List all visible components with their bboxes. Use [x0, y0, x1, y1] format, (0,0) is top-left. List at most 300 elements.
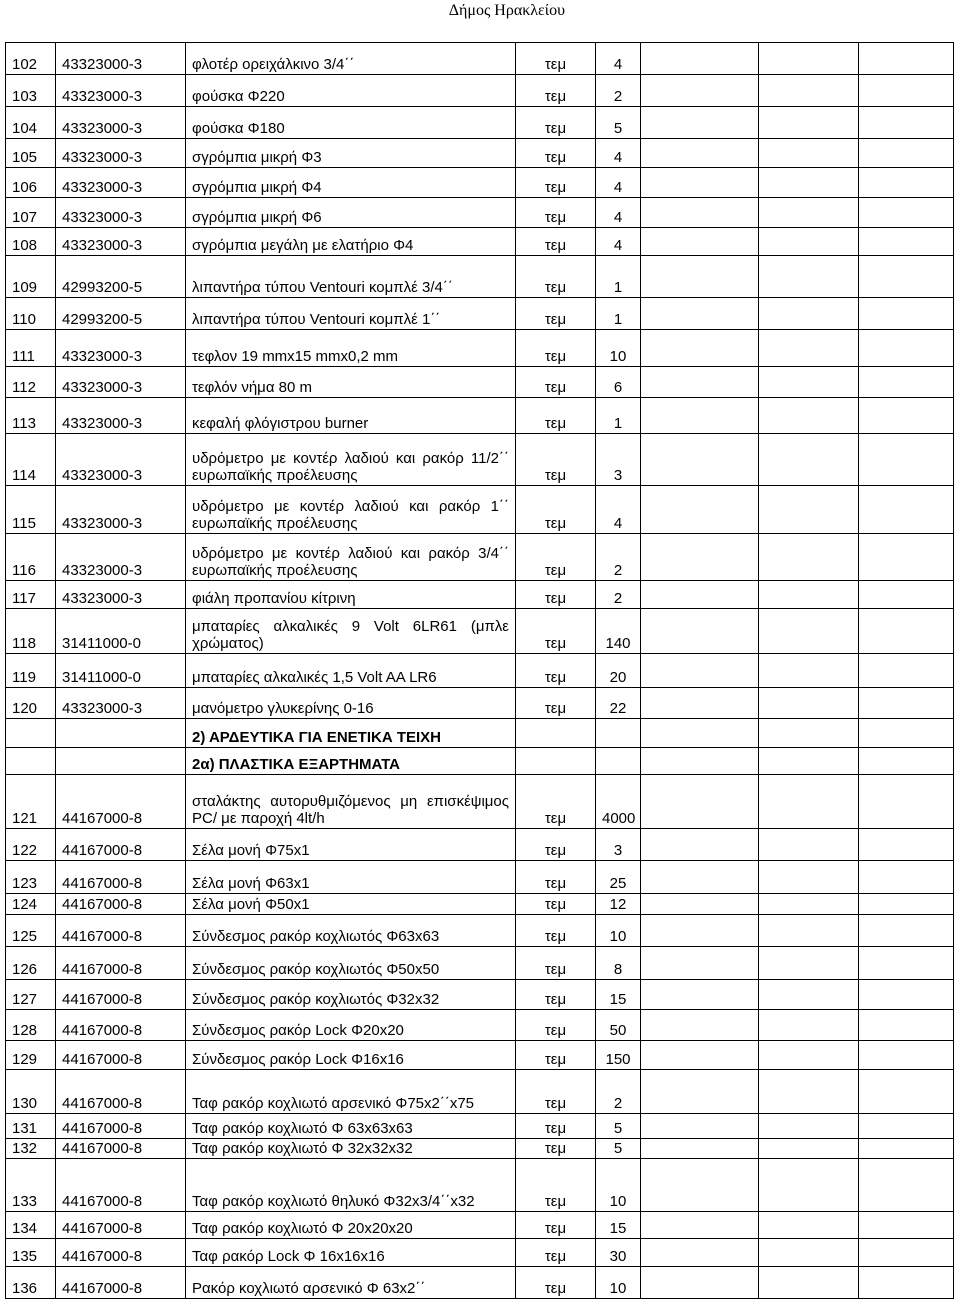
cpv-code-cell: 43323000-3	[56, 168, 186, 198]
remarks-cell	[859, 75, 954, 107]
table-row	[6, 75, 954, 107]
quantity-cell: 4	[596, 198, 641, 228]
quantity-cell: 4	[596, 228, 641, 256]
item-number-cell: 136	[6, 1267, 56, 1299]
unit-price-cell	[641, 298, 759, 330]
description-cell: Σέλα μονή Φ50x1	[186, 894, 516, 915]
section-heading: 2α) ΠΛΑΣΤΙΚΑ ΕΞΑΡΤΗΜΑΤΑ	[186, 748, 516, 775]
unit-price-cell	[641, 947, 759, 980]
unit-cell: τεμ	[516, 1041, 596, 1070]
quantity-cell: 10	[596, 1159, 641, 1212]
description-cell: μανόμετρο γλυκερίνης 0-16	[186, 688, 516, 719]
cpv-code-cell: 43323000-3	[56, 75, 186, 107]
unit-price-cell	[641, 1070, 759, 1114]
unit-price-cell	[641, 330, 759, 367]
remarks-cell	[859, 168, 954, 198]
table-row	[6, 1267, 954, 1299]
quantity-cell: 140	[596, 609, 641, 654]
item-number-cell: 132	[6, 1139, 56, 1159]
item-number-cell: 117	[6, 581, 56, 609]
unit-cell: τεμ	[516, 1010, 596, 1041]
item-number-cell: 125	[6, 915, 56, 947]
cpv-code-cell: 43323000-3	[56, 139, 186, 168]
unit-cell: τεμ	[516, 139, 596, 168]
remarks-cell	[859, 298, 954, 330]
unit-cell: τεμ	[516, 829, 596, 861]
remarks-cell	[859, 486, 954, 534]
description-cell: κεφαλή φλόγιστρου burner	[186, 398, 516, 434]
unit-cell: τεμ	[516, 107, 596, 139]
remarks-cell	[859, 1114, 954, 1139]
total-cell	[759, 139, 859, 168]
cpv-code-cell: 43323000-3	[56, 534, 186, 581]
quantity-cell: 15	[596, 980, 641, 1010]
remarks-cell	[859, 980, 954, 1010]
cpv-code-cell: 43323000-3	[56, 581, 186, 609]
unit-price-cell	[641, 719, 759, 748]
item-number-cell: 134	[6, 1212, 56, 1239]
unit-price-cell	[641, 581, 759, 609]
remarks-cell	[859, 775, 954, 829]
table-row	[6, 1139, 954, 1159]
total-cell	[759, 947, 859, 980]
unit-cell: τεμ	[516, 688, 596, 719]
total-cell	[759, 168, 859, 198]
description-cell: Σύνδεσμος ρακόρ κοχλιωτός Φ63x63	[186, 915, 516, 947]
total-cell	[759, 1010, 859, 1041]
unit-price-cell	[641, 228, 759, 256]
total-cell	[759, 398, 859, 434]
quantity-cell: 4000	[596, 775, 641, 829]
item-number-cell: 113	[6, 398, 56, 434]
table-row	[6, 198, 954, 228]
unit-price-cell	[641, 775, 759, 829]
quantity-cell: 1	[596, 256, 641, 298]
item-number-cell	[6, 748, 56, 775]
unit-cell: τεμ	[516, 1267, 596, 1299]
total-cell	[759, 256, 859, 298]
cpv-code-cell: 44167000-8	[56, 1139, 186, 1159]
unit-price-cell	[641, 486, 759, 534]
remarks-cell	[859, 1159, 954, 1212]
unit-cell: τεμ	[516, 915, 596, 947]
quantity-cell: 3	[596, 829, 641, 861]
item-number-cell: 110	[6, 298, 56, 330]
unit-cell: τεμ	[516, 298, 596, 330]
total-cell	[759, 486, 859, 534]
unit-cell: τεμ	[516, 398, 596, 434]
description-cell: Ταφ ρακόρ κοχλιωτό Φ 20x20x20	[186, 1212, 516, 1239]
description-cell: Σύνδεσμος ρακόρ κοχλιωτός Φ32x32	[186, 980, 516, 1010]
total-cell	[759, 298, 859, 330]
description-cell: υδρόμετρο με κοντέρ λαδιού και ρακόρ 3/4΄΄ ευρωπαϊκής προέλευσης	[186, 534, 516, 581]
unit-price-cell	[641, 1159, 759, 1212]
remarks-cell	[859, 330, 954, 367]
cpv-code-cell: 43323000-3	[56, 688, 186, 719]
quantity-cell: 2	[596, 75, 641, 107]
total-cell	[759, 581, 859, 609]
remarks-cell	[859, 1139, 954, 1159]
unit-price-cell	[641, 434, 759, 486]
cpv-code-cell	[56, 719, 186, 748]
remarks-cell	[859, 829, 954, 861]
item-number-cell: 114	[6, 434, 56, 486]
remarks-cell	[859, 581, 954, 609]
cpv-code-cell: 44167000-8	[56, 1041, 186, 1070]
remarks-cell	[859, 228, 954, 256]
item-number-cell	[6, 719, 56, 748]
total-cell	[759, 434, 859, 486]
item-number-cell: 107	[6, 198, 56, 228]
description-cell: μπαταρίες αλκαλικές 1,5 Volt AA LR6	[186, 654, 516, 688]
table-row	[6, 581, 954, 609]
total-cell	[759, 1267, 859, 1299]
quantity-cell: 3	[596, 434, 641, 486]
unit-cell: τεμ	[516, 947, 596, 980]
total-cell	[759, 654, 859, 688]
table-row	[6, 688, 954, 719]
remarks-cell	[859, 434, 954, 486]
remarks-cell	[859, 915, 954, 947]
description-cell: υδρόμετρο με κοντέρ λαδιού και ρακόρ 1΄΄ ευρωπαϊκής προέλευσης	[186, 486, 516, 534]
unit-cell: τεμ	[516, 43, 596, 75]
cpv-code-cell: 43323000-3	[56, 398, 186, 434]
unit-cell: τεμ	[516, 581, 596, 609]
quantity-cell: 4	[596, 139, 641, 168]
description-cell: λιπαντήρα τύπου Ventouri κομπλέ 1΄΄	[186, 298, 516, 330]
total-cell	[759, 43, 859, 75]
item-number-cell: 116	[6, 534, 56, 581]
quantity-cell	[596, 748, 641, 775]
remarks-cell	[859, 1010, 954, 1041]
table-row	[6, 1159, 954, 1212]
item-number-cell: 120	[6, 688, 56, 719]
quantity-cell: 4	[596, 43, 641, 75]
cpv-code-cell: 44167000-8	[56, 1239, 186, 1267]
total-cell	[759, 894, 859, 915]
remarks-cell	[859, 1239, 954, 1267]
table-row	[6, 1041, 954, 1070]
unit-price-cell	[641, 654, 759, 688]
table-row	[6, 894, 954, 915]
table-row	[6, 107, 954, 139]
unit-price-cell	[641, 829, 759, 861]
item-number-cell: 123	[6, 861, 56, 894]
table-row	[6, 654, 954, 688]
quantity-cell: 10	[596, 330, 641, 367]
quantity-cell: 12	[596, 894, 641, 915]
cpv-code-cell: 44167000-8	[56, 1267, 186, 1299]
remarks-cell	[859, 1041, 954, 1070]
description-cell: σγρόμπια μικρή Φ6	[186, 198, 516, 228]
table-row	[6, 1212, 954, 1239]
table-row	[6, 1070, 954, 1114]
table-row	[6, 915, 954, 947]
description-cell: Ταφ ρακόρ Lock Φ 16x16x16	[186, 1239, 516, 1267]
description-cell: σγρόμπια μικρή Φ3	[186, 139, 516, 168]
item-number-cell: 124	[6, 894, 56, 915]
remarks-cell	[859, 107, 954, 139]
quantity-cell: 5	[596, 107, 641, 139]
remarks-cell	[859, 367, 954, 398]
total-cell	[759, 198, 859, 228]
cpv-code-cell	[56, 748, 186, 775]
cpv-code-cell: 42993200-5	[56, 256, 186, 298]
item-number-cell: 121	[6, 775, 56, 829]
total-cell	[759, 228, 859, 256]
cpv-code-cell: 43323000-3	[56, 228, 186, 256]
unit-price-cell	[641, 367, 759, 398]
remarks-cell	[859, 894, 954, 915]
table-row	[6, 367, 954, 398]
item-number-cell: 119	[6, 654, 56, 688]
unit-cell: τεμ	[516, 980, 596, 1010]
total-cell	[759, 1070, 859, 1114]
total-cell	[759, 609, 859, 654]
cpv-code-cell: 44167000-8	[56, 1070, 186, 1114]
total-cell	[759, 980, 859, 1010]
quantity-cell: 30	[596, 1239, 641, 1267]
quantity-cell: 1	[596, 298, 641, 330]
description-cell: υδρόμετρο με κοντέρ λαδιού και ρακόρ 11/2΄΄ ευρωπαϊκής προέλευσης	[186, 434, 516, 486]
cpv-code-cell: 44167000-8	[56, 1212, 186, 1239]
item-number-cell: 104	[6, 107, 56, 139]
remarks-cell	[859, 609, 954, 654]
item-number-cell: 115	[6, 486, 56, 534]
cpv-code-cell: 44167000-8	[56, 947, 186, 980]
item-number-cell: 106	[6, 168, 56, 198]
item-number-cell: 128	[6, 1010, 56, 1041]
quantity-cell: 5	[596, 1139, 641, 1159]
unit-cell: τεμ	[516, 256, 596, 298]
total-cell	[759, 534, 859, 581]
total-cell	[759, 1159, 859, 1212]
total-cell	[759, 829, 859, 861]
total-cell	[759, 861, 859, 894]
quantity-cell: 2	[596, 581, 641, 609]
unit-price-cell	[641, 139, 759, 168]
table-row	[6, 609, 954, 654]
unit-price-cell	[641, 75, 759, 107]
unit-cell: τεμ	[516, 75, 596, 107]
item-number-cell: 111	[6, 330, 56, 367]
description-cell: φιάλη προπανίου κίτρινη	[186, 581, 516, 609]
unit-cell: τεμ	[516, 1139, 596, 1159]
item-number-cell: 118	[6, 609, 56, 654]
quantity-cell: 22	[596, 688, 641, 719]
unit-cell: τεμ	[516, 775, 596, 829]
description-cell: μπαταρίες αλκαλικές 9 Volt 6LR61 (μπλε χρώματος)	[186, 609, 516, 654]
cpv-code-cell: 44167000-8	[56, 980, 186, 1010]
remarks-cell	[859, 947, 954, 980]
description-cell: Σύνδεσμος ρακόρ Lock Φ16x16	[186, 1041, 516, 1070]
unit-price-cell	[641, 168, 759, 198]
remarks-cell	[859, 1212, 954, 1239]
item-number-cell: 127	[6, 980, 56, 1010]
table-row	[6, 534, 954, 581]
unit-price-cell	[641, 861, 759, 894]
remarks-cell	[859, 1070, 954, 1114]
quantity-cell: 150	[596, 1041, 641, 1070]
unit-cell: τεμ	[516, 654, 596, 688]
quantity-cell: 2	[596, 1070, 641, 1114]
cpv-code-cell: 31411000-0	[56, 609, 186, 654]
item-number-cell: 126	[6, 947, 56, 980]
quantity-cell: 2	[596, 534, 641, 581]
unit-cell: τεμ	[516, 534, 596, 581]
cpv-code-cell: 43323000-3	[56, 198, 186, 228]
item-number-cell: 103	[6, 75, 56, 107]
cpv-code-cell: 31411000-0	[56, 654, 186, 688]
table-row	[6, 330, 954, 367]
table-row	[6, 775, 954, 829]
table-row	[6, 861, 954, 894]
description-cell: φλοτέρ ορειχάλκινο 3/4΄΄	[186, 43, 516, 75]
remarks-cell	[859, 534, 954, 581]
unit-cell: τεμ	[516, 1212, 596, 1239]
total-cell	[759, 719, 859, 748]
total-cell	[759, 1114, 859, 1139]
unit-price-cell	[641, 915, 759, 947]
remarks-cell	[859, 43, 954, 75]
quantity-cell	[596, 719, 641, 748]
unit-cell: τεμ	[516, 168, 596, 198]
description-cell: τεφλον 19 mmx15 mmx0,2 mm	[186, 330, 516, 367]
remarks-cell	[859, 688, 954, 719]
item-number-cell: 130	[6, 1070, 56, 1114]
table-row	[6, 298, 954, 330]
description-cell: φούσκα Φ220	[186, 75, 516, 107]
unit-cell: τεμ	[516, 609, 596, 654]
cpv-code-cell: 43323000-3	[56, 330, 186, 367]
unit-cell: τεμ	[516, 228, 596, 256]
table-row	[6, 1010, 954, 1041]
description-cell: Ρακόρ κοχλιωτό αρσενικό Φ 63x2΄΄	[186, 1267, 516, 1299]
cpv-code-cell: 43323000-3	[56, 43, 186, 75]
remarks-cell	[859, 139, 954, 168]
cpv-code-cell: 43323000-3	[56, 367, 186, 398]
unit-price-cell	[641, 1239, 759, 1267]
table-row	[6, 256, 954, 298]
section-heading-row	[6, 719, 954, 748]
total-cell	[759, 748, 859, 775]
table-row	[6, 980, 954, 1010]
unit-price-cell	[641, 1212, 759, 1239]
unit-price-cell	[641, 748, 759, 775]
unit-cell: τεμ	[516, 861, 596, 894]
description-cell: σταλάκτης αυτορυθμιζόμενος μη επισκέψιμος PC/ με παροχή 4lt/h	[186, 775, 516, 829]
unit-cell: τεμ	[516, 1159, 596, 1212]
cpv-code-cell: 43323000-3	[56, 434, 186, 486]
table-row	[6, 139, 954, 168]
description-cell: Ταφ ρακόρ κοχλιωτό Φ 63x63x63	[186, 1114, 516, 1139]
remarks-cell	[859, 398, 954, 434]
total-cell	[759, 915, 859, 947]
item-number-cell: 102	[6, 43, 56, 75]
unit-price-cell	[641, 107, 759, 139]
cpv-code-cell: 44167000-8	[56, 915, 186, 947]
quantity-cell: 1	[596, 398, 641, 434]
unit-price-cell	[641, 1041, 759, 1070]
table-row	[6, 398, 954, 434]
total-cell	[759, 1041, 859, 1070]
quantity-cell: 5	[596, 1114, 641, 1139]
remarks-cell	[859, 256, 954, 298]
remarks-cell	[859, 198, 954, 228]
quantity-cell: 4	[596, 168, 641, 198]
cpv-code-cell: 44167000-8	[56, 829, 186, 861]
item-number-cell: 129	[6, 1041, 56, 1070]
unit-price-cell	[641, 256, 759, 298]
unit-cell: τεμ	[516, 434, 596, 486]
unit-cell: τεμ	[516, 894, 596, 915]
description-cell: σγρόμπια μεγάλη με ελατήριο Φ4	[186, 228, 516, 256]
item-number-cell: 135	[6, 1239, 56, 1267]
cpv-code-cell: 44167000-8	[56, 1159, 186, 1212]
remarks-cell	[859, 861, 954, 894]
unit-price-cell	[641, 1010, 759, 1041]
quantity-cell: 10	[596, 915, 641, 947]
total-cell	[759, 1139, 859, 1159]
unit-price-cell	[641, 1139, 759, 1159]
unit-price-cell	[641, 198, 759, 228]
quantity-cell: 15	[596, 1212, 641, 1239]
cpv-code-cell: 43323000-3	[56, 107, 186, 139]
description-cell: σγρόμπια μικρή Φ4	[186, 168, 516, 198]
quantity-cell: 25	[596, 861, 641, 894]
description-cell: τεφλόν νήμα 80 m	[186, 367, 516, 398]
unit-price-cell	[641, 688, 759, 719]
description-cell: φούσκα Φ180	[186, 107, 516, 139]
quantity-cell: 4	[596, 486, 641, 534]
unit-cell	[516, 719, 596, 748]
unit-price-cell	[641, 398, 759, 434]
table-row	[6, 168, 954, 198]
total-cell	[759, 75, 859, 107]
unit-price-cell	[641, 609, 759, 654]
cpv-code-cell: 44167000-8	[56, 894, 186, 915]
page-header: Δήμος Ηρακλείου	[448, 2, 565, 19]
cpv-code-cell: 43323000-3	[56, 486, 186, 534]
total-cell	[759, 775, 859, 829]
unit-cell: τεμ	[516, 1070, 596, 1114]
item-number-cell: 105	[6, 139, 56, 168]
total-cell	[759, 1239, 859, 1267]
item-number-cell: 108	[6, 228, 56, 256]
unit-price-cell	[641, 1114, 759, 1139]
description-cell: Σύνδεσμος ρακόρ Lock Φ20x20	[186, 1010, 516, 1041]
cpv-code-cell: 44167000-8	[56, 861, 186, 894]
description-cell: Ταφ ρακόρ κοχλιωτό αρσενικό Φ75x2΄΄x75	[186, 1070, 516, 1114]
table-row	[6, 1239, 954, 1267]
cpv-code-cell: 42993200-5	[56, 298, 186, 330]
quantity-cell: 6	[596, 367, 641, 398]
description-cell: Σύνδεσμος ρακόρ κοχλιωτός Φ50x50	[186, 947, 516, 980]
section-heading-row	[6, 748, 954, 775]
item-number-cell: 131	[6, 1114, 56, 1139]
unit-price-cell	[641, 534, 759, 581]
table-row	[6, 947, 954, 980]
unit-cell	[516, 748, 596, 775]
total-cell	[759, 107, 859, 139]
table-row	[6, 43, 954, 75]
quantity-cell: 8	[596, 947, 641, 980]
section-heading: 2) ΑΡΔΕΥΤΙΚΑ ΓΙΑ ΕΝΕΤΙΚΑ ΤΕΙΧΗ	[186, 719, 516, 748]
unit-cell: τεμ	[516, 330, 596, 367]
cpv-code-cell: 44167000-8	[56, 775, 186, 829]
table-row	[6, 829, 954, 861]
total-cell	[759, 688, 859, 719]
